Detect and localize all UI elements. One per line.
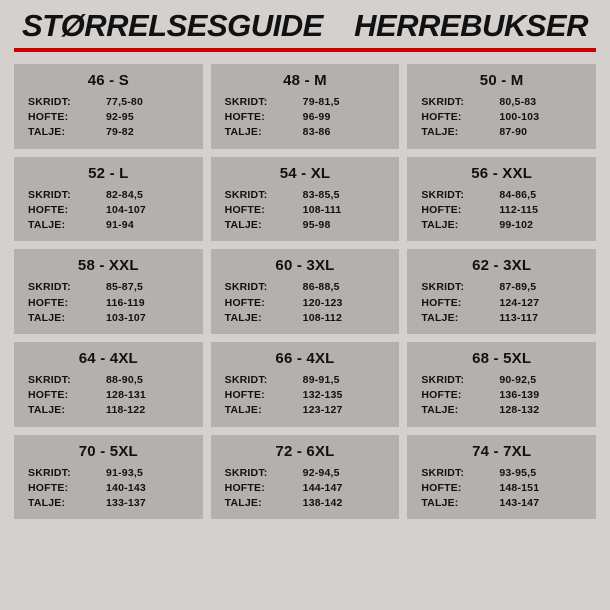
measure-row-skridt — [421, 466, 586, 481]
page-header — [0, 0, 610, 44]
measure-value: 84-86,5 — [499, 188, 537, 201]
size-card — [407, 342, 596, 427]
size-card-rows — [217, 466, 394, 512]
measure-row-skridt — [421, 95, 586, 110]
measure-label: HOFTE: — [224, 111, 265, 124]
measure-row-talje — [28, 218, 193, 233]
measure-value: 128-131 — [106, 389, 146, 402]
measure-row-talje — [225, 496, 390, 511]
measure-label: HOFTE: — [28, 296, 69, 309]
size-card-title: 48 - M — [283, 72, 327, 89]
measure-row-skridt — [421, 373, 586, 388]
measure-label: HOFTE: — [224, 203, 265, 216]
measure-row-hofte — [421, 388, 586, 403]
measure-value: 118-122 — [106, 404, 146, 417]
measure-label: HOFTE: — [224, 481, 265, 494]
size-card-title: 62 - 3XL — [472, 257, 532, 275]
size-card-rows — [20, 280, 197, 326]
size-card-rows — [20, 466, 197, 512]
measure-row-hofte — [421, 481, 586, 496]
size-card-title: 60 - 3XL — [275, 257, 335, 275]
size-card — [407, 64, 596, 149]
measure-label: SKRIDT: — [224, 96, 268, 108]
measure-label: TALJE: — [224, 404, 262, 417]
measure-value: 116-119 — [106, 296, 145, 309]
measure-value: 128-132 — [499, 404, 540, 417]
measure-value: 143-147 — [499, 497, 540, 510]
size-card-title: 56 - XXL — [471, 164, 533, 182]
size-card-rows — [217, 95, 394, 141]
measure-value: 91-94 — [106, 219, 134, 232]
size-card-rows — [20, 188, 197, 234]
measure-label: SKRIDT: — [421, 96, 465, 108]
measure-label: TALJE: — [421, 219, 459, 232]
measure-row-talje — [28, 311, 193, 326]
measure-label: TALJE: — [28, 497, 66, 510]
size-card-title: 50 - M — [479, 72, 524, 89]
measure-row-hofte — [225, 203, 390, 218]
measure-row-skridt — [28, 280, 193, 295]
measure-row-hofte — [28, 481, 193, 496]
measure-value: 79-82 — [106, 126, 134, 139]
measure-value: 104-107 — [106, 203, 146, 216]
measure-value: 95-98 — [302, 219, 331, 232]
size-card-title: 46 - S — [87, 72, 129, 89]
measure-label: TALJE: — [28, 311, 66, 324]
size-card-title: 68 - 5XL — [472, 349, 532, 367]
measure-value: 144-147 — [302, 481, 343, 494]
size-card — [211, 157, 400, 242]
measure-value: 96-99 — [302, 111, 331, 124]
size-card-rows — [217, 188, 394, 234]
measure-value: 90-92,5 — [499, 373, 537, 386]
measure-label: TALJE: — [421, 311, 459, 324]
size-card-rows — [217, 280, 394, 326]
measure-row-talje — [225, 218, 390, 233]
size-card — [211, 342, 400, 427]
measure-row-hofte — [28, 110, 193, 125]
size-card-title: 64 - 4XL — [78, 349, 138, 367]
measure-value: 103-107 — [106, 311, 146, 324]
page-title: STØRRELSESGUIDE — [22, 8, 323, 43]
measure-value: 88-90,5 — [106, 373, 144, 386]
page-subtitle: HERREBUKSER — [354, 8, 588, 43]
measure-row-talje — [421, 403, 586, 418]
measure-label: HOFTE: — [28, 111, 69, 124]
measure-row-skridt — [225, 188, 390, 203]
size-card-title: 70 - 5XL — [78, 442, 138, 460]
measure-label: SKRIDT: — [224, 373, 268, 386]
measure-label: TALJE: — [421, 497, 459, 510]
measure-row-talje — [28, 403, 193, 418]
measure-label: SKRIDT: — [421, 373, 465, 386]
measure-label: SKRIDT: — [28, 96, 71, 108]
size-card-title: 72 - 6XL — [275, 442, 335, 460]
measure-row-hofte — [225, 388, 390, 403]
measure-label: HOFTE: — [224, 296, 265, 309]
size-card-title: 54 - XL — [279, 164, 331, 182]
measure-row-skridt — [225, 280, 390, 295]
measure-label: TALJE: — [224, 311, 262, 324]
measure-row-talje — [28, 496, 193, 511]
measure-label: TALJE: — [28, 219, 66, 232]
size-card — [407, 249, 596, 334]
size-card — [407, 157, 596, 242]
measure-row-hofte — [28, 203, 193, 218]
measure-value: 91-93,5 — [106, 466, 144, 479]
size-card-rows — [217, 373, 394, 419]
measure-value: 89-91,5 — [302, 373, 340, 386]
size-card-rows — [413, 95, 590, 141]
measure-row-hofte — [421, 110, 586, 125]
measure-value: 77,5-80 — [106, 96, 144, 108]
measure-row-hofte — [225, 481, 390, 496]
measure-value: 99-102 — [499, 219, 534, 232]
measure-row-skridt — [225, 466, 390, 481]
measure-value: 86-88,5 — [302, 281, 340, 294]
measure-value: 123-127 — [302, 404, 343, 417]
measure-value: 113-117 — [499, 311, 539, 324]
measure-row-talje — [421, 311, 586, 326]
measure-label: HOFTE: — [421, 111, 462, 124]
measure-label: TALJE: — [421, 404, 459, 417]
measure-row-hofte — [28, 388, 193, 403]
size-card — [407, 435, 596, 520]
measure-value: 124-127 — [499, 296, 540, 309]
size-card — [14, 157, 203, 242]
measure-row-skridt — [421, 280, 586, 295]
measure-value: 83-86 — [302, 126, 331, 139]
size-card-rows — [20, 373, 197, 419]
measure-row-skridt — [28, 188, 193, 203]
size-card — [211, 64, 400, 149]
size-card-rows — [413, 280, 590, 326]
measure-value: 132-135 — [302, 389, 343, 402]
measure-label: SKRIDT: — [224, 188, 268, 201]
measure-value: 108-111 — [302, 203, 342, 216]
measure-value: 83-85,5 — [302, 188, 340, 201]
measure-label: TALJE: — [28, 126, 66, 139]
measure-value: 87-90 — [499, 126, 528, 139]
measure-label: SKRIDT: — [421, 466, 465, 479]
measure-row-skridt — [225, 373, 390, 388]
measure-label: TALJE: — [224, 497, 262, 510]
measure-label: HOFTE: — [224, 389, 265, 402]
measure-label: HOFTE: — [421, 481, 462, 494]
size-card-title: 58 - XXL — [77, 257, 139, 275]
measure-row-hofte — [225, 296, 390, 311]
size-card — [211, 249, 400, 334]
size-card — [14, 249, 203, 334]
size-card-title: 66 - 4XL — [275, 349, 335, 367]
measure-row-skridt — [28, 466, 193, 481]
measure-value: 80,5-83 — [499, 96, 537, 108]
measure-label: SKRIDT: — [28, 466, 71, 479]
measure-label: SKRIDT: — [28, 373, 71, 386]
size-card-rows — [413, 373, 590, 419]
measure-row-hofte — [421, 296, 586, 311]
measure-label: TALJE: — [224, 219, 262, 232]
measure-value: 148-151 — [499, 481, 540, 494]
measure-value: 79-81,5 — [302, 96, 340, 108]
measure-row-talje — [28, 125, 193, 140]
measure-row-skridt — [421, 188, 586, 203]
measure-value: 138-142 — [302, 497, 343, 510]
measure-row-skridt — [28, 373, 193, 388]
size-card-rows — [413, 188, 590, 234]
measure-value: 87-89,5 — [499, 281, 537, 294]
measure-value: 136-139 — [499, 389, 540, 402]
measure-row-talje — [225, 311, 390, 326]
measure-label: HOFTE: — [421, 203, 462, 216]
measure-value: 93-95,5 — [499, 466, 537, 479]
measure-row-talje — [225, 125, 390, 140]
measure-label: SKRIDT: — [421, 281, 465, 294]
measure-row-talje — [421, 496, 586, 511]
measure-row-hofte — [421, 203, 586, 218]
measure-row-skridt — [28, 95, 193, 110]
measure-value: 120-123 — [302, 296, 343, 309]
measure-label: SKRIDT: — [28, 281, 71, 294]
measure-label: HOFTE: — [421, 296, 462, 309]
measure-label: SKRIDT: — [224, 466, 268, 479]
measure-label: SKRIDT: — [421, 188, 465, 201]
measure-value: 85-87,5 — [106, 281, 144, 294]
measure-label: TALJE: — [421, 126, 459, 139]
size-card — [14, 435, 203, 520]
size-card-rows — [20, 95, 197, 141]
measure-label: SKRIDT: — [28, 188, 71, 201]
measure-row-talje — [421, 218, 586, 233]
size-card — [211, 435, 400, 520]
size-card — [14, 342, 203, 427]
measure-label: SKRIDT: — [224, 281, 268, 294]
measure-row-talje — [225, 403, 390, 418]
measure-label: HOFTE: — [28, 389, 69, 402]
measure-value: 108-112 — [302, 311, 343, 324]
measure-label: TALJE: — [224, 126, 262, 139]
measure-value: 140-143 — [106, 481, 146, 494]
measure-row-hofte — [225, 110, 390, 125]
measure-row-hofte — [28, 296, 193, 311]
measure-label: HOFTE: — [421, 389, 462, 402]
size-grid — [0, 52, 610, 529]
measure-value: 112-115 — [499, 203, 539, 216]
measure-label: TALJE: — [28, 404, 66, 417]
size-card-rows — [413, 466, 590, 512]
measure-label: HOFTE: — [28, 481, 69, 494]
measure-row-talje — [421, 125, 586, 140]
size-card-title: 52 - L — [88, 164, 129, 182]
measure-label: HOFTE: — [28, 203, 69, 216]
measure-row-skridt — [225, 95, 390, 110]
measure-value: 133-137 — [106, 497, 146, 510]
measure-value: 92-94,5 — [302, 466, 340, 479]
size-card — [14, 64, 203, 149]
measure-value: 82-84,5 — [106, 188, 144, 201]
measure-value: 100-103 — [499, 111, 540, 124]
size-card-title: 74 - 7XL — [472, 442, 532, 460]
measure-value: 92-95 — [106, 111, 134, 124]
